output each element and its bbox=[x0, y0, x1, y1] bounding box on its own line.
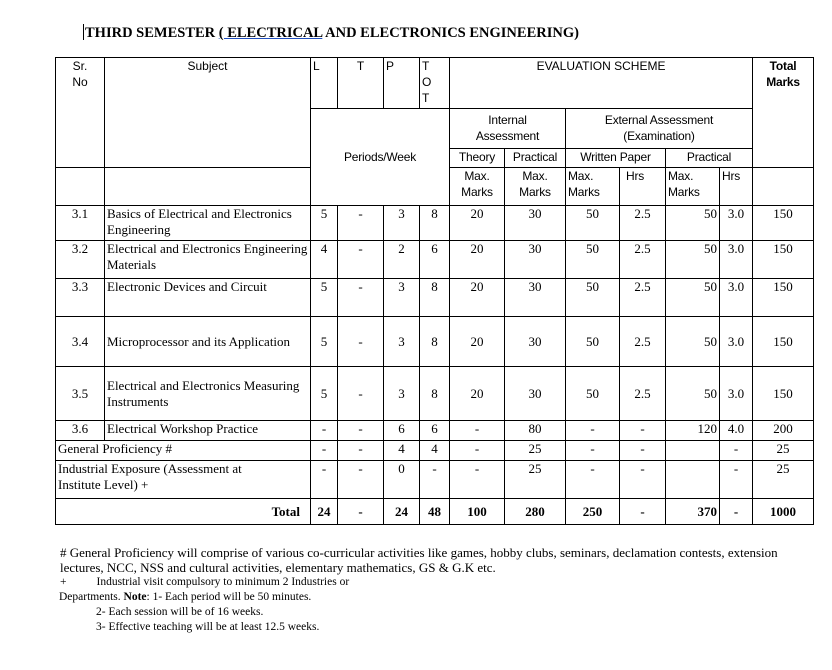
row-total: 150 bbox=[753, 317, 814, 367]
row-tot: 8 bbox=[420, 206, 450, 241]
title-prefix: THIRD SEMESTER bbox=[85, 25, 216, 41]
row-prac-hrs: 3.0 bbox=[720, 241, 753, 279]
row-subject: Electrical and Electronics Measuring Instruments bbox=[105, 367, 311, 421]
blank-cell bbox=[56, 168, 105, 206]
row-written-hrs: - bbox=[620, 441, 666, 461]
row-int-theory: - bbox=[450, 461, 505, 499]
header-max-marks: Max. Marks bbox=[666, 168, 720, 206]
header-subject: Subject bbox=[105, 58, 311, 168]
row-written-marks: - bbox=[566, 461, 620, 499]
row-prac-marks bbox=[666, 461, 720, 499]
row-written-hrs: - bbox=[620, 461, 666, 499]
table-row bbox=[56, 279, 814, 317]
note-session-weeks: 2- Each session will be of 16 weeks. bbox=[96, 606, 264, 618]
row-total: 25 bbox=[753, 441, 814, 461]
row-l: - bbox=[311, 421, 338, 441]
evaluation-scheme-table bbox=[55, 57, 814, 525]
row-int-practical: 30 bbox=[505, 317, 566, 367]
header-l: L bbox=[311, 58, 338, 109]
total-written-hrs: - bbox=[620, 499, 666, 525]
row-int-practical: 30 bbox=[505, 367, 566, 421]
header-internal-assessment: Internal Assessment bbox=[450, 109, 566, 149]
row-int-practical: 30 bbox=[505, 206, 566, 241]
row-p: 6 bbox=[384, 421, 420, 441]
table-row-general-proficiency bbox=[56, 441, 814, 461]
row-int-theory: - bbox=[450, 421, 505, 441]
row-prac-marks: 50 bbox=[666, 241, 720, 279]
header-practical-external: Practical bbox=[666, 149, 753, 168]
header-written-paper: Written Paper bbox=[566, 149, 666, 168]
row-int-theory: 20 bbox=[450, 317, 505, 367]
row-p: 0 bbox=[384, 461, 420, 499]
total-int-theory: 100 bbox=[450, 499, 505, 525]
total-tot: 48 bbox=[420, 499, 450, 525]
title-suffix: AND ELECTRONICS ENGINEERING) bbox=[322, 25, 579, 41]
note-departments: Departments. Note: 1- Each period will be 50 minutes. bbox=[59, 591, 312, 603]
row-int-practical: 80 bbox=[505, 421, 566, 441]
row-sr: 3.3 bbox=[56, 279, 105, 317]
row-subject: Electrical Workshop Practice bbox=[105, 421, 311, 441]
header-periods-week: Periods/Week bbox=[311, 109, 450, 206]
total-grand: 1000 bbox=[753, 499, 814, 525]
row-prac-hrs: 3.0 bbox=[720, 367, 753, 421]
table-row bbox=[56, 367, 814, 421]
row-written-hrs: 2.5 bbox=[620, 367, 666, 421]
row-int-theory: - bbox=[450, 441, 505, 461]
header-theory: Theory bbox=[450, 149, 505, 168]
header-external-assessment: External Assessment (Examination) bbox=[566, 109, 753, 149]
row-subject: General Proficiency # bbox=[56, 441, 311, 461]
header-p: P bbox=[384, 58, 420, 109]
row-sr: 3.5 bbox=[56, 367, 105, 421]
row-l: 5 bbox=[311, 279, 338, 317]
total-written-marks: 250 bbox=[566, 499, 620, 525]
total-int-practical: 280 bbox=[505, 499, 566, 525]
total-l: 24 bbox=[311, 499, 338, 525]
row-tot: 6 bbox=[420, 421, 450, 441]
row-l: 5 bbox=[311, 317, 338, 367]
header-max-marks: Max. Marks bbox=[505, 168, 566, 206]
table-row bbox=[56, 206, 814, 241]
row-p: 3 bbox=[384, 206, 420, 241]
blank-cell bbox=[753, 168, 814, 206]
row-total: 150 bbox=[753, 279, 814, 317]
row-written-hrs: 2.5 bbox=[620, 279, 666, 317]
row-subject: Industrial Exposure (Assessment at Institute Level) + bbox=[56, 461, 311, 499]
footnotes bbox=[60, 545, 820, 635]
row-written-marks: 50 bbox=[566, 367, 620, 421]
row-written-marks: - bbox=[566, 441, 620, 461]
row-prac-hrs: - bbox=[720, 461, 753, 499]
row-t: - bbox=[338, 206, 384, 241]
header-sr-no: Sr. No bbox=[56, 58, 105, 168]
row-sr: 3.2 bbox=[56, 241, 105, 279]
row-total: 150 bbox=[753, 367, 814, 421]
row-tot: 6 bbox=[420, 241, 450, 279]
row-int-theory: 20 bbox=[450, 241, 505, 279]
row-t: - bbox=[338, 441, 384, 461]
row-l: - bbox=[311, 441, 338, 461]
header-t: T bbox=[338, 58, 384, 109]
row-total: 150 bbox=[753, 206, 814, 241]
note-industrial-visit: + Industrial visit compulsory to minimum 2 Industries or bbox=[60, 576, 350, 588]
table-row bbox=[56, 421, 814, 441]
note-effective-teaching: 3- Effective teaching will be at least 12.5 weeks. bbox=[96, 621, 320, 633]
header-practical: Practical bbox=[505, 149, 566, 168]
row-total: 25 bbox=[753, 461, 814, 499]
row-subject: Basics of Electrical and Electronics Engineering bbox=[105, 206, 311, 241]
row-prac-hrs: 3.0 bbox=[720, 279, 753, 317]
total-p: 24 bbox=[384, 499, 420, 525]
row-prac-marks: 50 bbox=[666, 367, 720, 421]
row-prac-marks: 50 bbox=[666, 206, 720, 241]
row-tot: 8 bbox=[420, 367, 450, 421]
header-hrs: Hrs bbox=[620, 168, 666, 206]
row-t: - bbox=[338, 461, 384, 499]
row-sr: 3.4 bbox=[56, 317, 105, 367]
row-prac-hrs: 4.0 bbox=[720, 421, 753, 441]
total-prac-hrs: - bbox=[720, 499, 753, 525]
row-p: 3 bbox=[384, 317, 420, 367]
page-title bbox=[83, 24, 579, 42]
row-l: 5 bbox=[311, 206, 338, 241]
row-tot: 4 bbox=[420, 441, 450, 461]
row-written-hrs: 2.5 bbox=[620, 206, 666, 241]
row-sr: 3.1 bbox=[56, 206, 105, 241]
total-t: - bbox=[338, 499, 384, 525]
row-written-marks: 50 bbox=[566, 206, 620, 241]
row-subject: Electrical and Electronics Engineering Materials bbox=[105, 241, 311, 279]
row-prac-hrs: 3.0 bbox=[720, 317, 753, 367]
row-total: 150 bbox=[753, 241, 814, 279]
row-p: 4 bbox=[384, 441, 420, 461]
row-t: - bbox=[338, 241, 384, 279]
total-prac-marks: 370 bbox=[666, 499, 720, 525]
table-row bbox=[56, 317, 814, 367]
row-t: - bbox=[338, 317, 384, 367]
row-int-practical: 30 bbox=[505, 241, 566, 279]
header-tot: T O T bbox=[420, 58, 450, 109]
row-tot: 8 bbox=[420, 317, 450, 367]
row-int-practical: 30 bbox=[505, 279, 566, 317]
row-p: 3 bbox=[384, 279, 420, 317]
row-prac-hrs: - bbox=[720, 441, 753, 461]
row-l: 4 bbox=[311, 241, 338, 279]
header-total-marks: Total Marks bbox=[753, 58, 814, 168]
row-l: 5 bbox=[311, 367, 338, 421]
row-t: - bbox=[338, 279, 384, 317]
row-int-practical: 25 bbox=[505, 461, 566, 499]
row-prac-marks: 120 bbox=[666, 421, 720, 441]
total-label: Total bbox=[56, 499, 311, 525]
row-written-marks: - bbox=[566, 421, 620, 441]
row-prac-hrs: 3.0 bbox=[720, 206, 753, 241]
row-p: 2 bbox=[384, 241, 420, 279]
row-l: - bbox=[311, 461, 338, 499]
row-p: 3 bbox=[384, 367, 420, 421]
row-prac-marks bbox=[666, 441, 720, 461]
text-cursor bbox=[83, 24, 84, 40]
row-prac-marks: 50 bbox=[666, 317, 720, 367]
table-row-total bbox=[56, 499, 814, 525]
table-row-industrial-exposure bbox=[56, 461, 814, 499]
row-tot: - bbox=[420, 461, 450, 499]
row-prac-marks: 50 bbox=[666, 279, 720, 317]
row-written-marks: 50 bbox=[566, 279, 620, 317]
note-general-proficiency: # General Proficiency will comprise of various co-curricular activities like games, hobby clubs, seminars, declamation contests, extension lectures, NCC, NSS and cultural activities, elementary mathematics, GS & G.K etc. bbox=[60, 545, 778, 575]
row-t: - bbox=[338, 421, 384, 441]
blank-cell bbox=[105, 168, 311, 206]
row-written-hrs: 2.5 bbox=[620, 317, 666, 367]
row-written-hrs: - bbox=[620, 421, 666, 441]
row-written-hrs: 2.5 bbox=[620, 241, 666, 279]
header-max-marks: Max. Marks bbox=[566, 168, 620, 206]
row-tot: 8 bbox=[420, 279, 450, 317]
table-row bbox=[56, 241, 814, 279]
row-total: 200 bbox=[753, 421, 814, 441]
row-written-marks: 50 bbox=[566, 241, 620, 279]
row-subject: Microprocessor and its Application bbox=[105, 317, 311, 367]
row-int-theory: 20 bbox=[450, 367, 505, 421]
title-underlined: ( ELECTRICAL bbox=[218, 25, 323, 41]
row-int-theory: 20 bbox=[450, 279, 505, 317]
row-int-theory: 20 bbox=[450, 206, 505, 241]
row-t: - bbox=[338, 367, 384, 421]
row-written-marks: 50 bbox=[566, 317, 620, 367]
row-sr: 3.6 bbox=[56, 421, 105, 441]
header-evaluation-scheme: EVALUATION SCHEME bbox=[450, 58, 753, 109]
header-max-marks: Max. Marks bbox=[450, 168, 505, 206]
row-subject: Electronic Devices and Circuit bbox=[105, 279, 311, 317]
row-int-practical: 25 bbox=[505, 441, 566, 461]
header-hrs: Hrs bbox=[720, 168, 753, 206]
